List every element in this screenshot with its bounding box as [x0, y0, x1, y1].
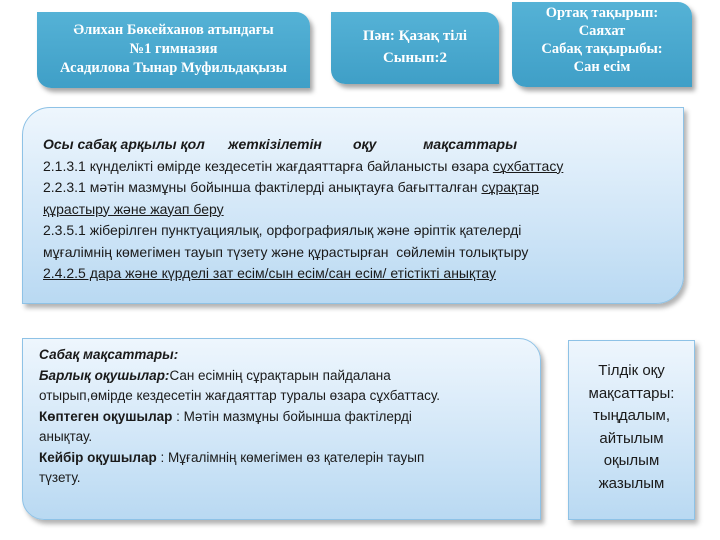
- lesson-topic-label: Сабақ тақырыбы:: [541, 41, 663, 57]
- school-name-line: Әлихан Бөкейханов атындағы: [73, 22, 274, 38]
- subject-box: [331, 12, 499, 84]
- many-students-label: Көптеген оқушылар: [39, 408, 173, 424]
- all-students-text: Сан есімнің сұрақтарын пайдалана: [169, 367, 391, 383]
- language-goals-line: Тілдік оқу: [598, 362, 665, 379]
- language-goals-line: жазылым: [598, 474, 665, 492]
- objective-underlined: сұрақтар: [481, 179, 539, 195]
- topic-box: [512, 2, 692, 87]
- lesson-goals-box: [22, 338, 541, 520]
- objective-2-2-3-1: [43, 177, 667, 199]
- objective-2-1-3-1: [43, 156, 667, 178]
- some-students-label: Кейбір оқушылар: [39, 449, 157, 465]
- objective-text: 2.2.3.1 мәтін мазмұны бойынша фактілерді анықтауға бағытталған: [43, 179, 482, 195]
- some-students-text: : Мұғалімнің көмегімен өз қателерін тауып: [156, 449, 425, 465]
- language-goals-line: оқылым: [603, 452, 660, 469]
- language-goals-line: айтылым: [599, 429, 664, 447]
- all-students-label: Барлық оқушылар:: [39, 367, 170, 383]
- language-goals-box: [568, 340, 695, 520]
- subject-name: Пән: Қазақ тілі: [362, 28, 468, 44]
- learning-objectives-box: [22, 107, 684, 304]
- all-students-text-continued: отырып,өмірде кездесетін жағдаяттар туралы өзара сұхбаттасу.: [39, 388, 440, 403]
- lesson-goals-heading: Сабақ мақсаттары:: [39, 347, 179, 362]
- teacher-name: Асадилова Тынар Муфильдақызы: [60, 60, 287, 76]
- common-topic-label: Ортақ тақырып:: [545, 5, 659, 21]
- objective-underlined: сұхбаттасу: [492, 157, 564, 174]
- objective-2-4-2-5: 2.4.2.5 дара және күрделі зат есім/сын есім/сан есім/ етістікті анықтау: [43, 265, 496, 281]
- gymnasium-line: №1 гимназия: [129, 41, 218, 57]
- many-students-line: [39, 407, 528, 428]
- grade-label: Сынып:2: [382, 50, 448, 66]
- objectives-heading: Осы сабақ арқылы қол жеткізілетін оқу мақсаттары: [43, 136, 518, 152]
- all-students-line: [39, 366, 528, 387]
- lesson-topic-value: Сан есім: [573, 59, 631, 75]
- many-students-text: : Мәтін мазмұны бойынша фактілерді: [172, 408, 412, 424]
- objective-2-3-5-1: 2.3.5.1 жіберілген пунктуациялық, орфографиялық және әріптік қателерді: [43, 222, 522, 238]
- common-topic-value: Саяхат: [578, 23, 626, 39]
- many-students-text-continued: анықтау.: [39, 429, 93, 444]
- objective-2-2-3-1-continued: құрастыру және жауап беру: [43, 200, 224, 217]
- school-info-box: [37, 12, 310, 88]
- some-students-text-continued: түзету.: [39, 470, 81, 485]
- language-goals-line: мақсаттары:: [588, 384, 675, 402]
- objective-2-3-5-1-continued: мұғалімнің көмегімен тауып түзету және құрастырған сөйлемін толықтыру: [43, 243, 529, 260]
- some-students-line: [39, 448, 528, 469]
- language-goals-line: тыңдалым,: [592, 407, 671, 424]
- objective-text: 2.1.3.1 күнделікті өмірде кездесетін жағдаяттарға байланысты өзара: [43, 157, 493, 174]
